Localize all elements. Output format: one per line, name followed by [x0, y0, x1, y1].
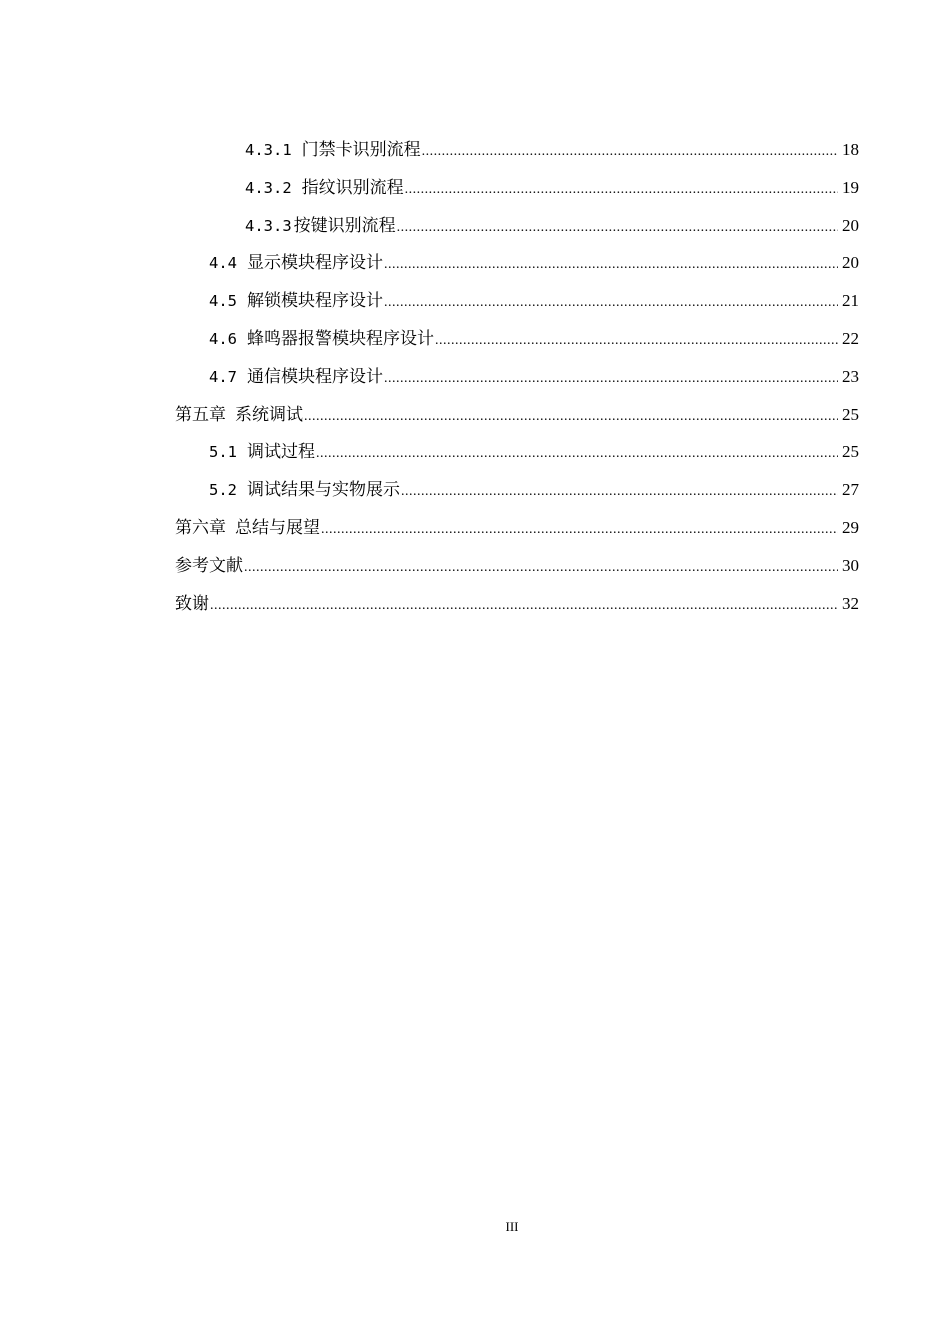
toc-entry-page: 27 [842, 480, 859, 500]
toc-entry-page: 20 [842, 253, 859, 273]
toc-entry-title: 调试结果与实物展示 [247, 480, 400, 501]
toc-entry-chapter-5[interactable] [175, 396, 859, 434]
toc-entry-number: 4.7 [209, 367, 237, 386]
toc-entry-title: 按键识别流程 [293, 215, 396, 236]
toc-entry-page: 25 [842, 442, 859, 462]
toc-chapter-number: 第五章 [175, 404, 226, 425]
toc-entry-title: 通信模块程序设计 [247, 366, 383, 387]
toc-entry-5-1[interactable] [175, 433, 859, 471]
toc-entry-title: 蜂鸣器报警模块程序设计 [247, 328, 434, 349]
toc-dot-leader [316, 435, 838, 473]
toc-entry-title: 调试过程 [247, 442, 315, 463]
toc-dot-leader [405, 171, 838, 209]
toc-entry-page: 21 [842, 291, 859, 311]
toc-entry-4-4[interactable] [175, 244, 859, 282]
toc-chapter-number: 第六章 [175, 517, 226, 538]
toc-entry-acknowledgements[interactable] [175, 585, 859, 623]
toc-dot-leader [244, 549, 838, 587]
toc-entry-number: 4.3.2 [245, 178, 292, 197]
toc-dot-leader [384, 360, 838, 398]
toc-entry-title: 显示模块程序设计 [247, 253, 383, 274]
toc-dot-leader [384, 284, 838, 322]
toc-entry-title: 系统调试 [235, 404, 303, 425]
toc-dot-leader [422, 133, 838, 171]
toc-entry-title: 致谢 [175, 593, 209, 614]
toc-entry-page: 20 [842, 215, 859, 235]
toc-dot-leader [321, 511, 838, 549]
toc-entry-4-7[interactable] [175, 358, 859, 396]
toc-entry-number: 5.2 [209, 481, 237, 500]
page-number: III [505, 1219, 519, 1234]
toc-entry-title: 解锁模块程序设计 [247, 291, 383, 312]
toc-entry-chapter-6[interactable] [175, 509, 859, 547]
toc-dot-leader [304, 398, 838, 436]
toc-dot-leader [397, 209, 838, 247]
toc-entry-page: 30 [842, 555, 859, 575]
toc-dot-leader [401, 473, 838, 511]
toc-entry-5-2[interactable] [175, 471, 859, 509]
toc-entry-number: 4.3.1 [245, 141, 292, 159]
toc-entry-title: 总结与展望 [235, 517, 320, 538]
toc-entry-number: 4.5 [209, 292, 237, 311]
toc-entry-page: 23 [842, 366, 859, 386]
toc-entry-4-5[interactable] [175, 282, 859, 320]
toc-entry-title: 指纹识别流程 [301, 177, 404, 198]
toc-entry-page: 18 [842, 140, 859, 159]
toc-entry-page: 19 [842, 177, 859, 197]
toc-entry-number: 4.4 [209, 254, 237, 273]
toc-entry-4-6[interactable] [175, 320, 859, 358]
toc-entry-title: 参考文献 [175, 555, 243, 576]
toc-entry-number: 5.1 [209, 443, 237, 462]
toc-entry-page: 29 [842, 517, 859, 537]
toc-dot-leader [435, 322, 838, 360]
toc-entry-page: 32 [842, 593, 859, 613]
toc-entry-title: 门禁卡识别流程 [301, 140, 421, 160]
toc-dot-leader [384, 246, 838, 284]
toc-entry-page: 25 [842, 404, 859, 424]
toc-entry-page: 22 [842, 328, 859, 348]
table-of-contents [175, 131, 859, 622]
toc-entry-number: 4.6 [209, 329, 237, 348]
toc-entry-references[interactable] [175, 547, 859, 585]
toc-entry-4-3-1[interactable] [175, 131, 859, 169]
toc-dot-leader [210, 587, 838, 625]
toc-entry-4-3-3[interactable] [175, 207, 859, 245]
toc-entry-4-3-2[interactable] [175, 169, 859, 207]
toc-entry-number: 4.3.3 [245, 216, 292, 235]
